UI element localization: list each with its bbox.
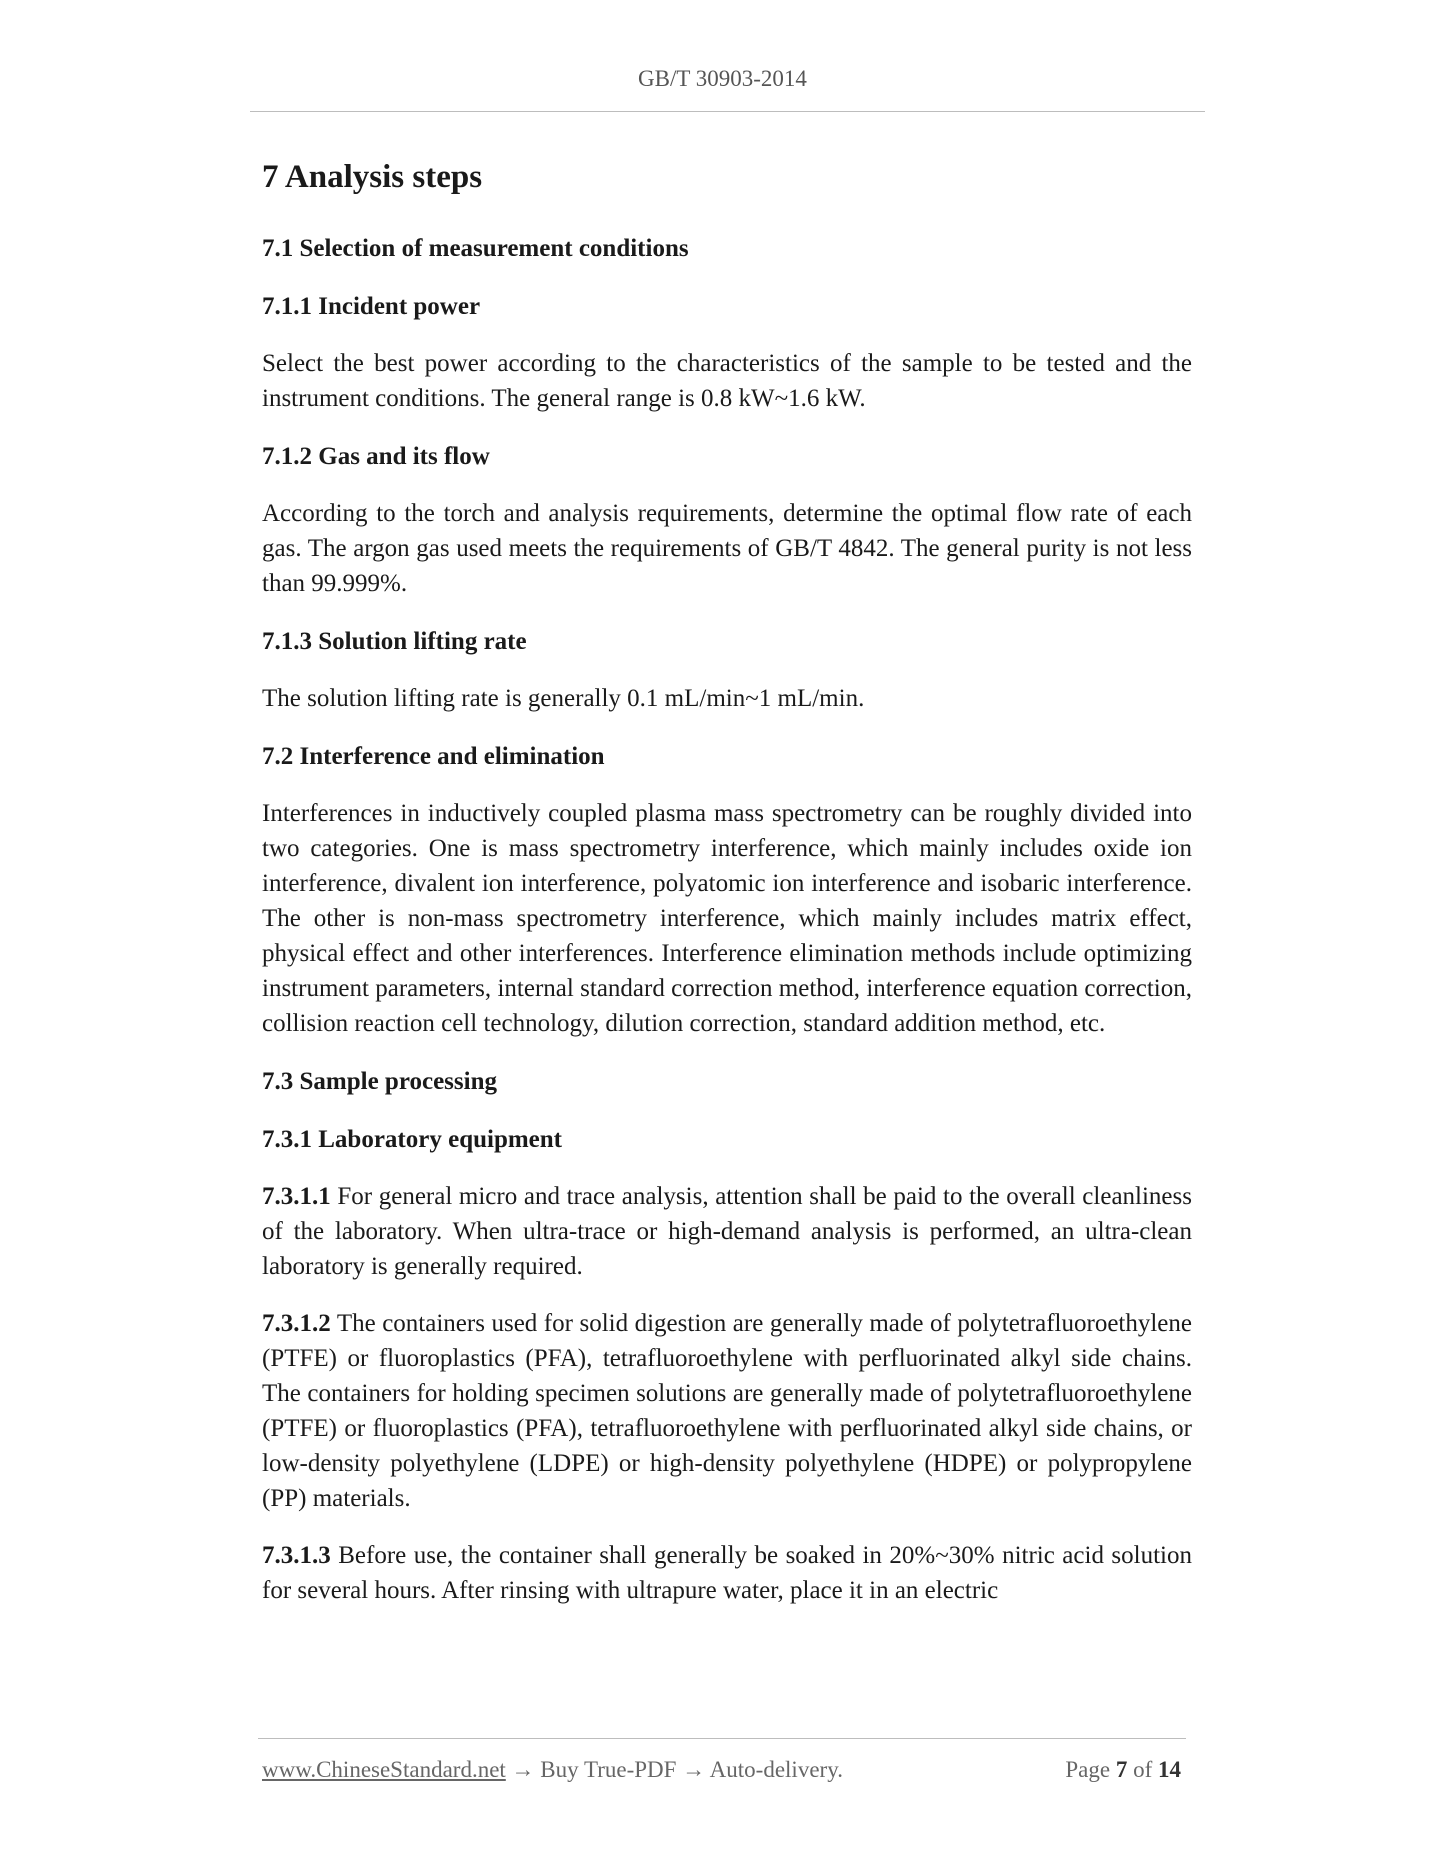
section-7-2-paragraph: Interferences in inductively coupled plasma mass spectrometry can be roughly divided into two categories. One is mass spectrometry interference, which mainly includes oxide ion interference, divalent ion interference, polyatomic ion interference and isobaric interference. The other is non-mass spectrometry interference, which mainly includes matrix effect, physical effect and other interferences. Interference elimination methods include optimizing instrument parameters, internal standard correction method, interference equation correction, collision reaction cell technology, dilution correction, standard addition method, etc. xyxy=(262,800,1192,1037)
clause-text: Before use, the container shall generally be soaked in 20%~30% nitric acid solution for several hours. After rinsing with ultrapure water, place it in an electric xyxy=(262,1542,1192,1604)
section-7-1-3-heading: 7.1.3 Solution lifting rate xyxy=(262,628,527,655)
section-7-1-heading: 7.1 Selection of measurement conditions xyxy=(262,235,689,262)
buy-pdf-text: Buy True-PDF xyxy=(540,1757,677,1782)
section-7-1-1-heading: 7.1.1 Incident power xyxy=(262,293,481,320)
clause-number: 7.3.1.1 xyxy=(262,1183,331,1210)
clause-number: 7.3.1.2 xyxy=(262,1310,331,1337)
clause-text: For general micro and trace analysis, attention shall be paid to the overall cleanliness of the laboratory. When ultra-trace or high-demand analysis is performed, an ultra-clean laboratory is generally required. xyxy=(262,1183,1192,1280)
section-7-2-heading: 7.2 Interference and elimination xyxy=(262,743,605,770)
section-7-3-1-heading: 7.3.1 Laboratory equipment xyxy=(262,1126,562,1153)
section-7-1-3-paragraph: The solution lifting rate is generally 0.1 mL/min~1 mL/min. xyxy=(262,685,865,712)
section-7-1-2-heading: 7.1.2 Gas and its flow xyxy=(262,443,490,470)
page-number: 7 xyxy=(1115,1757,1128,1782)
site-link[interactable]: www.ChineseStandard.net xyxy=(262,1757,506,1782)
clause-7-3-1-1 xyxy=(262,1179,1192,1284)
section-7-heading: 7 Analysis steps xyxy=(262,159,483,195)
clause-7-3-1-3 xyxy=(262,1538,1192,1608)
footer-divider xyxy=(258,1738,1186,1739)
section-7-3-heading: 7.3 Sample processing xyxy=(262,1068,497,1095)
arrow-right-icon: → xyxy=(682,1757,706,1782)
of-label: of xyxy=(1133,1757,1153,1782)
auto-delivery-text: Auto-delivery. xyxy=(709,1757,843,1782)
arrow-right-icon: → xyxy=(511,1757,535,1782)
section-7-1-1-paragraph: Select the best power according to the characteristics of the sample to be tested and the instrument conditions. The general range is 0.8 kW~1.6 kW. xyxy=(262,350,1192,412)
clause-text: The containers used for solid digestion are generally made of polytetrafluoroethylene (PTFE) or fluoroplastics (PFA), tetrafluoroethylene with perfluorinated alkyl side chains. The containers for holding specimen solutions are generally made of polytetrafluoroethylene (PTFE) or fluoroplastics (PFA), tetrafluoroethylene with perfluorinated alkyl side chains, or low-density polyethylene (LDPE) or high-density polyethylene (HDPE) or polypropylene (PP) materials. xyxy=(262,1310,1192,1512)
header-divider xyxy=(250,111,1205,112)
page-content xyxy=(262,152,1192,1630)
section-7-1-2-paragraph: According to the torch and analysis requirements, determine the optimal flow rate of each gas. The argon gas used meets the requirements of GB/T 4842. The general purity is not less than 99.999%. xyxy=(262,500,1192,597)
page-label: Page xyxy=(1065,1757,1111,1782)
clause-7-3-1-2 xyxy=(262,1306,1192,1516)
footer-promo xyxy=(262,1757,843,1783)
document-header-title: GB/T 30903-2014 xyxy=(638,66,807,91)
clause-number: 7.3.1.3 xyxy=(262,1542,331,1569)
page-total: 14 xyxy=(1158,1757,1181,1782)
page-indicator xyxy=(1065,1757,1181,1783)
